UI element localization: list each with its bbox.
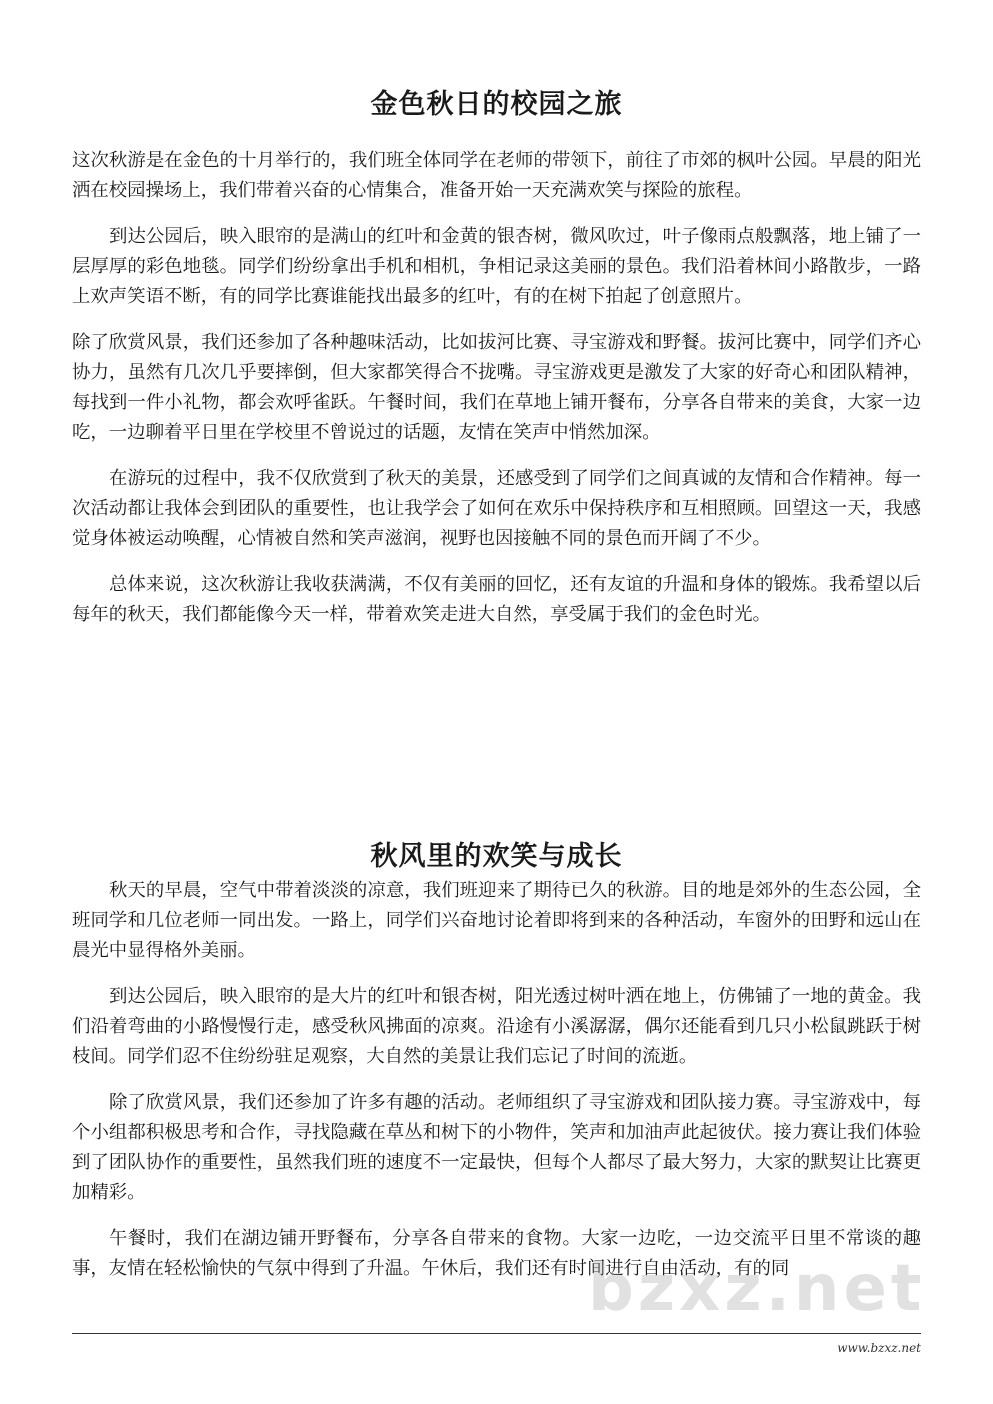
- footer-url: www.bzxz.net: [837, 1341, 921, 1355]
- article-1-paragraph: 这次秋游是在金色的十月举行的，我们班全体同学在老师的带领下，前往了市郊的枫叶公园。早晨的阳光洒在校园操场上，我们带着兴奋的心情集合，准备开始一天充满欢笑与探险的旅程。: [72, 150, 921, 201]
- article-2-paragraph: 秋天的早晨，空气中带着淡淡的凉意，我们班迎来了期待已久的秋游。目的地是郊外的生态公园，全班同学和几位老师一同出发。一路上，同学们兴奋地讨论着即将到来的各种活动，车窗外的田野和远山在晨光中显得格外美丽。: [72, 880, 921, 961]
- article-1-title: 金色秋日的校园之旅: [370, 89, 623, 120]
- footer-divider: [72, 1333, 921, 1334]
- watermark: bzxz.net: [588, 1252, 926, 1326]
- article-1-paragraph: 总体来说，这次秋游让我收获满满，不仅有美丽的回忆，还有友谊的升温和身体的锻炼。我希望以后每年的秋天，我们都能像今天一样，带着欢笑走进大自然，享受属于我们的金色时光。: [72, 574, 921, 625]
- article-2-title: 秋风里的欢笑与成长: [370, 841, 623, 872]
- article-1-paragraph: 除了欣赏风景，我们还参加了各种趣味活动，比如拔河比赛、寻宝游戏和野餐。拔河比赛中，同学们齐心协力，虽然有几次几乎要摔倒，但大家都笑得合不拢嘴。寻宝游戏更是激发了大家的好奇心和团队精神，每找到一件小礼物，都会欢呼雀跃。午餐时间，我们在草地上铺开餐布，分享各自带来的美食，大家一边吃，一边聊着平日里在学校里不曾说过的话题，友情在笑声中悄然加深。: [72, 332, 921, 443]
- article-1-paragraph: 在游玩的过程中，我不仅欣赏到了秋天的美景，还感受到了同学们之间真诚的友情和合作精神。每一次活动都让我体会到团队的重要性，也让我学会了如何在欢乐中保持秩序和互相照顾。回望这一天，我感觉身体被运动唤醒，心情被自然和笑声滋润，视野也因接触不同的景色而开阔了不少。: [72, 468, 921, 549]
- article-1-paragraph: 到达公园后，映入眼帘的是满山的红叶和金黄的银杏树，微风吹过，叶子像雨点般飘落，地上铺了一层厚厚的彩色地毯。同学们纷纷拿出手机和相机，争相记录这美丽的景色。我们沿着林间小路散步，一路上欢声笑语不断，有的同学比赛谁能找出最多的红叶，有的在树下拍起了创意照片。: [72, 226, 921, 307]
- article-1-body: [72, 146, 921, 630]
- article-2-paragraph: 到达公园后，映入眼帘的是大片的红叶和银杏树，阳光透过树叶洒在地上，仿佛铺了一地的黄金。我们沿着弯曲的小路慢慢行走，感受秋风拂面的凉爽。沿途有小溪潺潺，偶尔还能看到几只小松鼠跳跃于树枝间。同学们忍不住纷纷驻足观察，大自然的美景让我们忘记了时间的流逝。: [72, 986, 921, 1067]
- article-2-body: [72, 876, 921, 1284]
- article-2-paragraph: 午餐时，我们在湖边铺开野餐布，分享各自带来的食物。大家一边吃，一边交流平日里不常谈的趣事，友情在轻松愉快的气氛中得到了升温。午休后，我们还有时间进行自由活动，有的同: [72, 1228, 921, 1279]
- article-2-paragraph: 除了欣赏风景，我们还参加了许多有趣的活动。老师组织了寻宝游戏和团队接力赛。寻宝游戏中，每个小组都积极思考和合作，寻找隐藏在草丛和树下的小物件，笑声和加油声此起彼伏。接力赛让我们体验到了团队协作的重要性，虽然我们班的速度不一定最快，但每个人都尽了最大努力，大家的默契让比赛更加精彩。: [72, 1092, 921, 1203]
